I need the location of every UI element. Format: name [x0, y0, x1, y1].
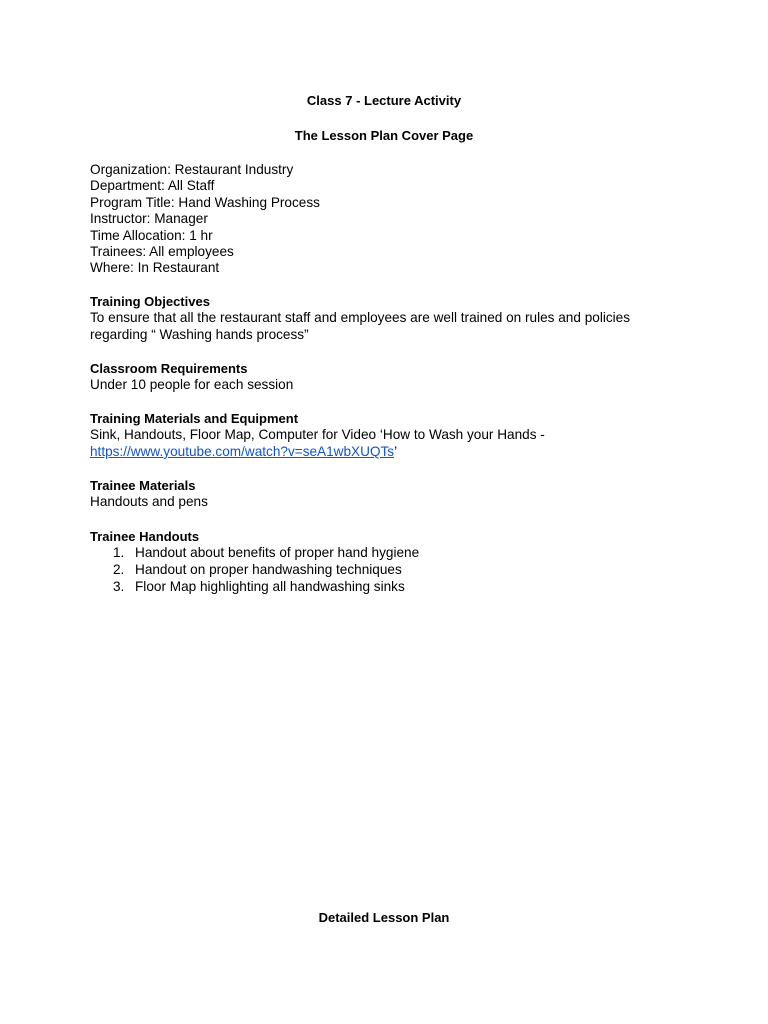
link-closing-quote: ’: [394, 443, 398, 459]
list-item-number: 3.: [113, 578, 125, 594]
list-item-number: 2.: [113, 562, 125, 577]
trainee-materials-section: [90, 478, 690, 511]
list-item-text: Handout on proper handwashing techniques: [135, 562, 402, 577]
video-link[interactable]: https://www.youtube.com/watch?v=seA1wbXUQTs: [90, 443, 395, 459]
info-time-allocation: Time Allocation: 1 hr: [90, 227, 213, 243]
training-objectives-section: [90, 294, 690, 343]
training-objectives-heading: Training Objectives: [90, 294, 210, 309]
training-objectives-line-1: To ensure that all the restaurant staff and employees are well trained on rules and policies: [90, 310, 631, 326]
handouts-list: [90, 545, 690, 595]
training-objectives-line-2: regarding “ Washing hands process”: [90, 326, 309, 342]
list-item: [90, 562, 690, 579]
training-materials-line-1: Sink, Handouts, Floor Map, Computer for Video ‘How to Wash your Hands -: [90, 427, 545, 443]
classroom-requirements-section: [90, 361, 690, 394]
info-trainees: Trainees: All employees: [90, 244, 234, 260]
detailed-lesson-plan-title: Detailed Lesson Plan: [318, 910, 450, 925]
info-department: Department: All Staff: [90, 178, 215, 194]
trainee-materials-heading: Trainee Materials: [90, 478, 196, 493]
info-program-title: Program Title: Hand Washing Process: [90, 194, 320, 210]
list-item-text: Handout about benefits of proper hand hygiene: [135, 545, 420, 561]
cover-page-title: The Lesson Plan Cover Page: [294, 128, 474, 143]
training-materials-section: [90, 411, 690, 460]
info-where: Where: In Restaurant: [90, 260, 220, 276]
list-item-text: Floor Map highlighting all handwashing sinks: [135, 578, 405, 594]
training-materials-heading: Training Materials and Equipment: [90, 411, 299, 426]
info-organization: Organization: Restaurant Industry: [90, 162, 294, 177]
class-title: Class 7 - Lecture Activity: [306, 93, 462, 108]
info-instructor: Instructor: Manager: [90, 211, 208, 227]
training-materials-line-2: [90, 444, 690, 460]
trainee-handouts-section: [90, 529, 690, 595]
trainee-handouts-heading: Trainee Handouts: [90, 529, 200, 544]
trainee-materials-text: Handouts and pens: [90, 494, 208, 510]
list-item: [90, 545, 690, 562]
list-item: [90, 579, 690, 596]
classroom-requirements-text: Under 10 people for each session: [90, 377, 294, 393]
classroom-requirements-heading: Classroom Requirements: [90, 361, 248, 376]
list-item-number: 1.: [113, 545, 125, 561]
program-info: [90, 162, 690, 277]
